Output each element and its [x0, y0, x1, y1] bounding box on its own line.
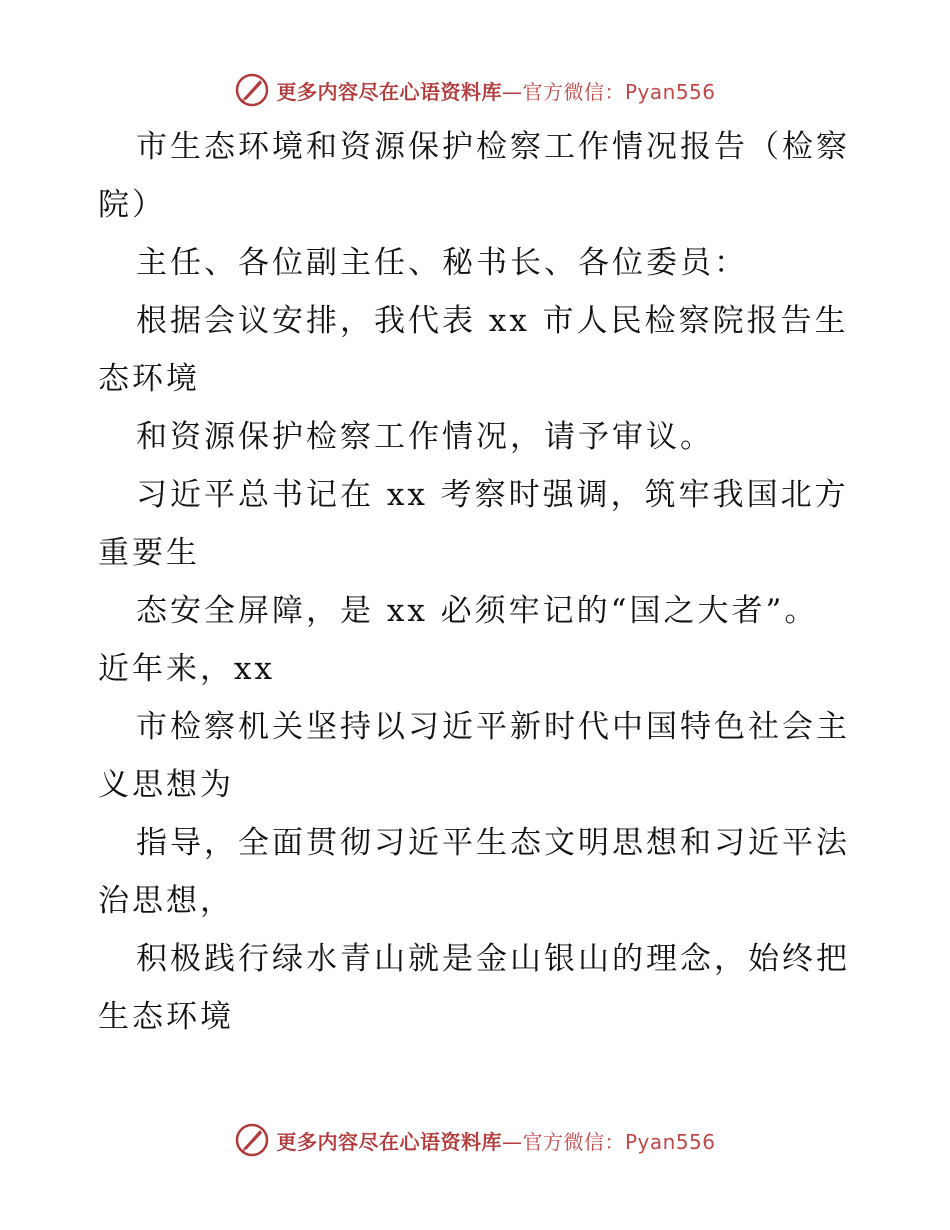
body-line: 习近平总书记在 xx 考察时强调，筑牢我国北方 [136, 477, 849, 513]
banner-wechat-id: Pyan556 [624, 1129, 716, 1154]
document-body [98, 118, 858, 1046]
body-line: 指导，全面贯彻习近平生态文明思想和习近平法 [136, 825, 850, 861]
banner-main-text: 更多内容尽在心语资料库 [276, 1129, 502, 1154]
banner-separator: — [501, 79, 523, 104]
quill-pen-logo-icon [234, 1122, 270, 1158]
body-line: 市检察机关坚持以习近平新时代中国特色社会主 [136, 709, 850, 745]
footer-watermark-banner [0, 1120, 950, 1160]
body-line: 根据会议安排，我代表 xx 市人民检察院报告生 [136, 303, 849, 339]
banner-separator: — [501, 1129, 523, 1154]
body-line: 院） [98, 187, 166, 223]
body-line: 生态环境 [98, 999, 234, 1035]
body-line: 积极践行绿水青山就是金山银山的理念，始终把 [136, 941, 850, 977]
body-line: 义思想为 [98, 767, 234, 803]
body-line: 和资源保护检察工作情况，请予审议。 [136, 419, 714, 455]
banner-wechat-id: Pyan556 [624, 79, 716, 104]
body-line: 市生态环境和资源保护检察工作情况报告（检察 [136, 129, 850, 165]
body-line: 近年来，xx [98, 651, 275, 687]
banner-wechat-label: 官方微信： [522, 79, 625, 104]
banner-text [276, 76, 715, 105]
header-watermark-banner [0, 70, 950, 110]
body-line: 态环境 [98, 361, 200, 397]
quill-pen-logo-icon [234, 72, 270, 108]
body-line: 重要生 [98, 535, 200, 571]
banner-wechat-label: 官方微信： [522, 1129, 625, 1154]
body-line: 态安全屏障，是 xx 必须牢记的“国之大者”。 [136, 593, 819, 629]
body-line: 主任、各位副主任、秘书长、各位委员： [136, 245, 748, 281]
banner-text [276, 1126, 715, 1155]
banner-main-text: 更多内容尽在心语资料库 [276, 79, 502, 104]
body-line: 治思想， [98, 883, 234, 919]
